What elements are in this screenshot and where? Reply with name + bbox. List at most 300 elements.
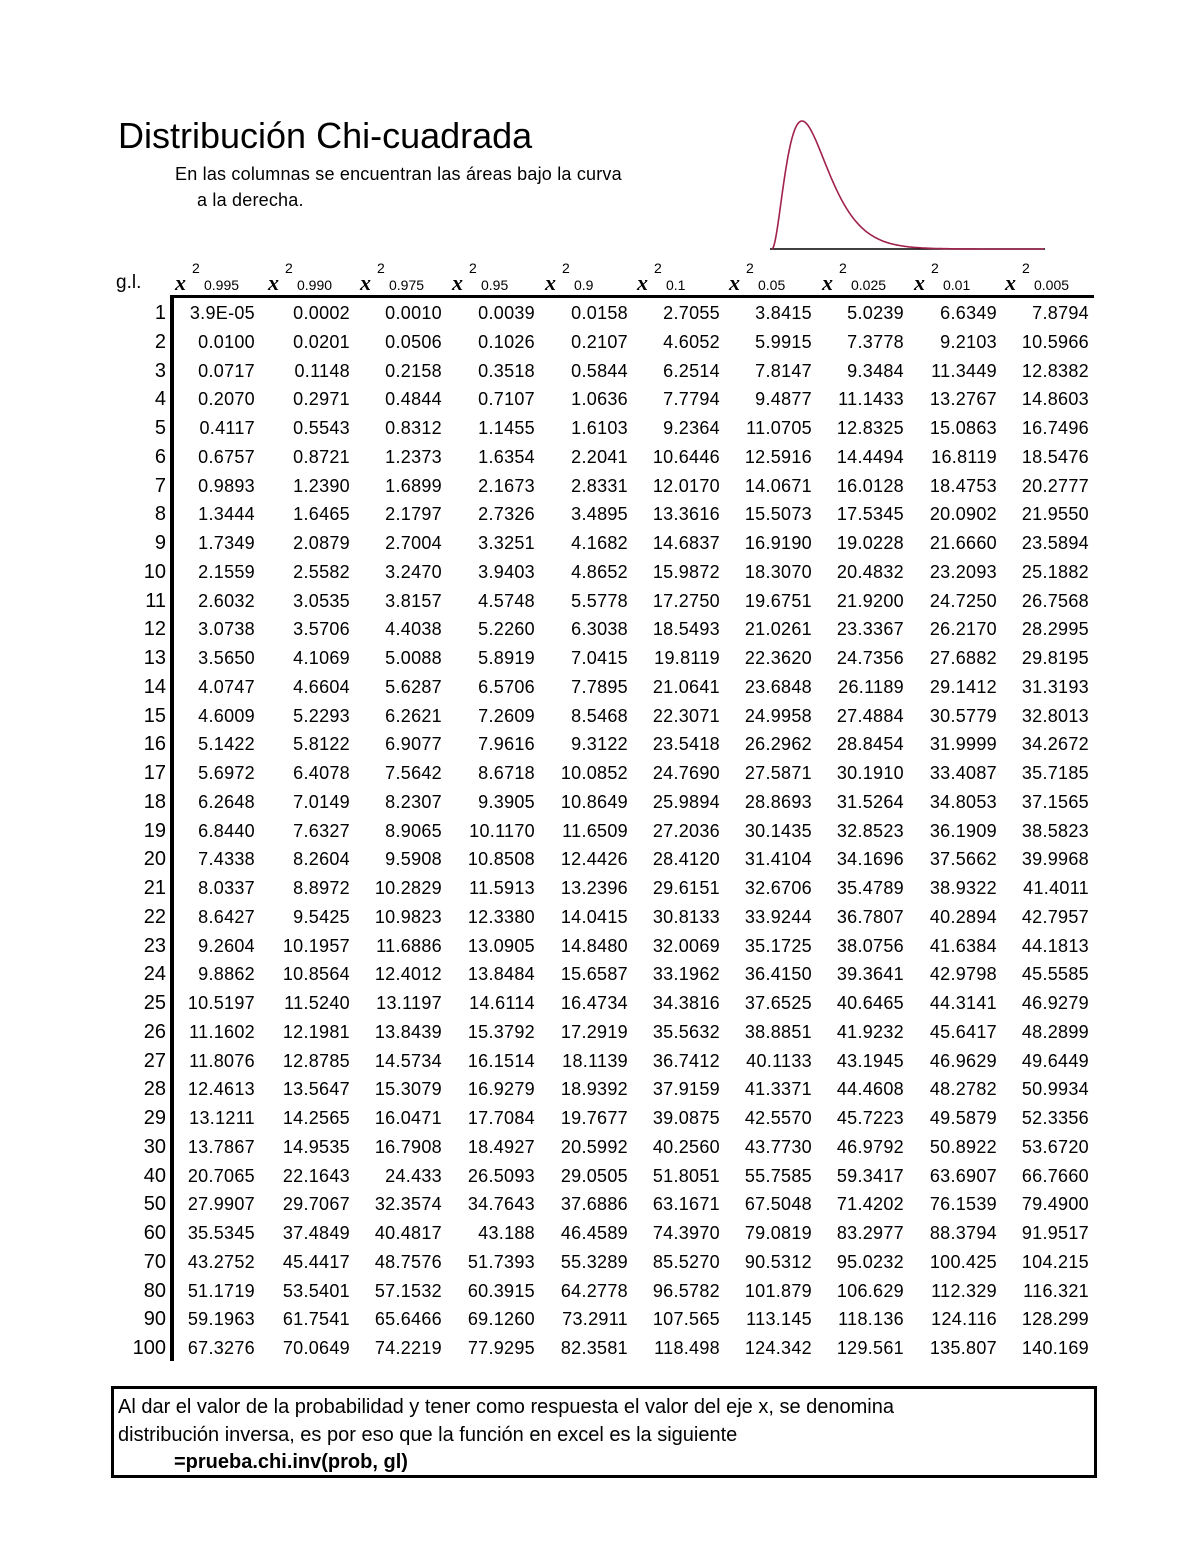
column-alpha-label: 0.9 — [574, 277, 594, 293]
table-cell: 9.3905 — [478, 791, 535, 812]
table-cell: 24.7250 — [929, 590, 997, 611]
table-cell: 28.4120 — [652, 849, 720, 870]
table-cell: 1.1455 — [478, 418, 535, 438]
table-cell: 77.9295 — [467, 1338, 535, 1358]
table-cell: 20.2777 — [1021, 475, 1089, 496]
table-cell: 26.2962 — [744, 734, 812, 755]
row-label-gl: 24 — [143, 963, 166, 986]
table-cell: 79.4900 — [1021, 1194, 1089, 1215]
table-cell: 35.7185 — [1021, 763, 1089, 783]
table-cell: 14.0671 — [744, 475, 812, 496]
table-cell: 55.3289 — [560, 1251, 628, 1272]
table-cell: 10.8649 — [560, 791, 628, 812]
column-alpha-label: 0.025 — [851, 277, 887, 293]
chi-square-curve-illustration — [760, 112, 1055, 257]
table-cell: 5.8919 — [478, 648, 535, 668]
table-cell: 29.7067 — [282, 1194, 350, 1215]
table-cell: 49.6449 — [1021, 1050, 1089, 1071]
table-cell: 10.2829 — [374, 878, 442, 898]
table-cell: 37.1565 — [1021, 791, 1089, 812]
table-cell: 16.0128 — [836, 475, 904, 496]
table-cell: 21.9200 — [836, 590, 904, 611]
row-label-gl: 29 — [143, 1107, 166, 1129]
table-cell: 76.1539 — [929, 1194, 997, 1215]
table-cell: 39.9968 — [1021, 849, 1089, 870]
table-cell: 116.321 — [1023, 1280, 1089, 1301]
table-cell: 15.9872 — [652, 561, 720, 582]
table-cell: 55.7585 — [744, 1165, 812, 1186]
table-cell: 13.2396 — [560, 878, 628, 898]
table-cell: 28.8693 — [744, 791, 812, 812]
table-cell: 7.2609 — [478, 705, 535, 726]
table-cell: 0.8721 — [293, 446, 350, 467]
table-cell: 22.1643 — [282, 1165, 350, 1186]
table-cell: 91.9517 — [1021, 1223, 1089, 1243]
table-cell: 7.4338 — [198, 849, 255, 870]
chi-superscript: 2 — [285, 260, 293, 276]
table-cell: 41.3371 — [744, 1079, 812, 1100]
chi-symbol: x — [729, 270, 740, 295]
table-cell: 4.6052 — [663, 331, 720, 352]
row-label-gl: 27 — [143, 1049, 166, 1072]
table-cell: 46.9629 — [929, 1050, 997, 1071]
row-label-gl: 70 — [143, 1250, 166, 1273]
row-label-gl: 22 — [143, 905, 166, 928]
table-cell: 0.2158 — [385, 360, 442, 381]
column-alpha-label: 0.95 — [481, 277, 509, 293]
row-label-gl: 19 — [143, 819, 166, 842]
table-cell: 14.2565 — [282, 1108, 350, 1128]
table-cell: 33.4087 — [929, 763, 997, 783]
table-cell: 40.4817 — [374, 1223, 442, 1243]
table-cell: 21.9550 — [1021, 504, 1089, 525]
table-cell: 6.8440 — [198, 820, 255, 841]
chi-superscript: 2 — [1022, 260, 1030, 276]
table-cell: 50.9934 — [1021, 1079, 1089, 1100]
table-cell: 30.1435 — [744, 820, 812, 841]
table-cell: 1.2373 — [385, 446, 442, 467]
table-cell: 15.3079 — [374, 1079, 442, 1100]
table-cell: 46.9279 — [1021, 993, 1089, 1013]
table-cell: 42.7957 — [1021, 906, 1089, 927]
chi-symbol: x — [545, 270, 556, 295]
table-cell: 17.7084 — [467, 1108, 535, 1128]
table-cell: 79.0819 — [744, 1223, 812, 1243]
table-cell: 27.5871 — [744, 763, 812, 783]
table-cell: 34.2672 — [1021, 734, 1089, 755]
chi-superscript: 2 — [192, 260, 200, 276]
table-cell: 74.2219 — [374, 1338, 442, 1358]
table-cell: 17.5345 — [836, 504, 904, 525]
table-cell: 11.0705 — [746, 418, 812, 438]
row-label-gl: 12 — [143, 618, 166, 641]
row-label-gl: 21 — [143, 877, 166, 899]
table-cell: 113.145 — [746, 1309, 812, 1330]
table-cell: 11.3449 — [931, 360, 997, 381]
table-cell: 9.8862 — [198, 964, 255, 985]
column-alpha-label: 0.995 — [204, 277, 240, 293]
chi-superscript: 2 — [839, 260, 847, 276]
table-cell: 38.0756 — [836, 935, 904, 956]
table-cell: 15.6587 — [560, 964, 628, 985]
table-cell: 6.6349 — [940, 303, 997, 323]
table-cell: 24.9958 — [744, 705, 812, 726]
table-cell: 51.1719 — [187, 1280, 255, 1301]
row-label-gl: 23 — [143, 934, 166, 957]
table-cell: 8.6718 — [478, 763, 535, 783]
chi-superscript: 2 — [469, 260, 477, 276]
table-cell: 67.3276 — [187, 1338, 255, 1358]
row-label-gl: 11 — [145, 589, 166, 612]
table-cell: 140.169 — [1021, 1338, 1089, 1358]
table-cell: 5.2260 — [478, 619, 535, 640]
table-cell: 61.7541 — [282, 1309, 350, 1330]
table-cell: 124.342 — [744, 1338, 812, 1358]
table-cell: 20.4832 — [836, 561, 904, 582]
table-cell: 26.7568 — [1021, 590, 1089, 611]
table-cell: 16.0471 — [374, 1108, 442, 1128]
table-cell: 2.6032 — [198, 590, 255, 611]
table-cell: 51.8051 — [652, 1165, 720, 1186]
table-cell: 41.6384 — [929, 935, 997, 956]
table-cell: 19.7677 — [560, 1108, 628, 1128]
table-cell: 42.5570 — [744, 1108, 812, 1128]
table-cell: 18.9392 — [560, 1079, 628, 1100]
table-cell: 3.9403 — [478, 561, 535, 582]
table-cell: 24.7356 — [836, 648, 904, 668]
row-label-gl: 14 — [143, 675, 166, 698]
table-cell: 5.8122 — [293, 734, 350, 755]
row-label-gl: 9 — [154, 532, 166, 554]
table-cell: 39.0875 — [652, 1108, 720, 1128]
table-cell: 11.8076 — [189, 1050, 255, 1071]
table-cell: 53.6720 — [1021, 1136, 1089, 1157]
table-cell: 5.1422 — [198, 734, 255, 755]
chi-superscript: 2 — [654, 260, 662, 276]
table-cell: 1.6465 — [293, 504, 350, 525]
table-cell: 13.1197 — [376, 993, 442, 1013]
table-cell: 38.5823 — [1021, 820, 1089, 841]
row-label-gl: 5 — [154, 417, 166, 439]
table-cell: 2.7004 — [385, 533, 442, 553]
row-label-gl: 10 — [143, 560, 166, 583]
table-cell: 12.8785 — [282, 1050, 350, 1071]
table-cell: 28.8454 — [836, 734, 904, 755]
table-cell: 18.1139 — [562, 1050, 628, 1071]
table-cell: 0.3518 — [478, 360, 535, 381]
table-cell: 53.5401 — [282, 1280, 350, 1301]
table-cell: 16.7496 — [1021, 418, 1089, 438]
table-cell: 73.2911 — [562, 1309, 628, 1330]
table-cell: 52.3356 — [1021, 1108, 1089, 1128]
table-cell: 35.5632 — [652, 1021, 720, 1042]
table-cell: 3.5650 — [198, 648, 255, 668]
table-cell: 5.9915 — [755, 331, 812, 352]
table-cell: 34.7643 — [467, 1194, 535, 1215]
table-cell: 44.3141 — [929, 993, 997, 1013]
table-cell: 48.7576 — [374, 1251, 442, 1272]
table-cell: 8.2604 — [293, 849, 350, 870]
table-cell: 34.8053 — [929, 791, 997, 812]
table-cell: 66.7660 — [1021, 1165, 1089, 1186]
table-cell: 26.2170 — [929, 619, 997, 640]
table-cell: 32.6706 — [744, 878, 812, 898]
row-label-gl: 1 — [154, 302, 166, 324]
row-label-gl: 18 — [143, 790, 166, 813]
table-cell: 27.4884 — [836, 705, 904, 726]
table-cell: 16.7908 — [374, 1136, 442, 1157]
table-cell: 51.7393 — [467, 1251, 535, 1272]
row-label-gl: 17 — [143, 762, 166, 784]
table-cell: 16.9279 — [467, 1079, 535, 1100]
table-cell: 50.8922 — [929, 1136, 997, 1157]
table-cell: 9.4877 — [755, 389, 812, 410]
table-cell: 9.2364 — [663, 418, 720, 438]
row-label-gl: 4 — [154, 388, 166, 411]
table-cell: 12.5916 — [744, 446, 812, 467]
table-cell: 9.3484 — [847, 360, 904, 381]
table-cell: 26.5093 — [467, 1165, 535, 1186]
table-cell: 16.1514 — [467, 1050, 535, 1071]
table-cell: 27.2036 — [652, 820, 720, 841]
table-cell: 37.5662 — [929, 849, 997, 870]
table-cell: 63.1671 — [652, 1194, 720, 1215]
table-cell: 4.8652 — [571, 561, 628, 582]
table-cell: 7.9616 — [478, 734, 535, 755]
table-cell: 24.433 — [385, 1165, 442, 1186]
table-cell: 0.8312 — [385, 418, 442, 438]
table-cell: 4.1069 — [293, 648, 350, 668]
table-cell: 59.3417 — [836, 1165, 904, 1186]
table-cell: 21.0641 — [652, 676, 720, 697]
table-cell: 44.1813 — [1021, 935, 1089, 956]
table-cell: 33.1962 — [652, 964, 720, 985]
column-alpha-label: 0.05 — [758, 277, 786, 293]
table-cell: 45.6417 — [929, 1021, 997, 1042]
table-cell: 45.4417 — [282, 1251, 350, 1272]
table-cell: 2.1559 — [198, 561, 255, 582]
table-cell: 23.6848 — [744, 676, 812, 697]
table-cell: 22.3620 — [744, 648, 812, 668]
chi-symbol: x — [822, 270, 833, 295]
table-cell: 35.4789 — [836, 878, 904, 898]
table-cell: 14.8480 — [560, 935, 628, 956]
table-cell: 37.4849 — [282, 1223, 350, 1243]
table-cell: 19.0228 — [836, 533, 904, 553]
table-cell: 7.0149 — [293, 791, 350, 812]
note-line-1: Al dar el valor de la probabilidad y tener como respuesta el valor del eje x, se denomina — [118, 1396, 894, 1418]
table-cell: 10.8508 — [467, 849, 535, 870]
table-cell: 0.1026 — [478, 331, 535, 352]
table-cell: 38.8851 — [744, 1021, 812, 1042]
table-cell: 2.1673 — [478, 475, 535, 496]
table-cell: 0.5543 — [293, 418, 350, 438]
chi-symbol: x — [637, 270, 648, 295]
chi-symbol: x — [914, 270, 925, 295]
table-cell: 9.5908 — [385, 849, 442, 870]
table-cell: 29.6151 — [652, 878, 720, 898]
subtitle-line-2: a la derecha. — [197, 190, 304, 210]
table-cell: 12.8325 — [836, 418, 904, 438]
table-cell: 124.116 — [931, 1309, 997, 1330]
table-cell: 5.2293 — [293, 705, 350, 726]
table-cell: 25.9894 — [652, 791, 720, 812]
table-cell: 18.4927 — [467, 1136, 535, 1157]
table-cell: 4.6604 — [293, 676, 350, 697]
chi-symbol: x — [268, 270, 279, 295]
table-cell: 15.5073 — [744, 504, 812, 525]
table-cell: 118.136 — [838, 1309, 904, 1330]
table-cell: 128.299 — [1021, 1309, 1089, 1330]
table-cell: 3.8415 — [755, 303, 812, 323]
table-cell: 3.0535 — [293, 590, 350, 611]
table-cell: 30.1910 — [836, 763, 904, 783]
table-cell: 7.7794 — [663, 389, 720, 410]
table-cell: 23.5894 — [1021, 533, 1089, 553]
table-cell: 32.0069 — [652, 935, 720, 956]
table-cell: 1.2390 — [293, 475, 350, 496]
table-cell: 35.1725 — [744, 935, 812, 956]
table-cell: 13.5647 — [282, 1079, 350, 1100]
table-cell: 10.0852 — [560, 763, 628, 783]
table-cell: 9.3122 — [571, 734, 628, 755]
column-alpha-label: 0.1 — [666, 277, 686, 293]
row-label-gl: 60 — [143, 1222, 166, 1244]
table-cell: 5.5778 — [571, 590, 628, 611]
excel-formula: =prueba.chi.inv(prob, gl) — [174, 1451, 408, 1473]
table-cell: 6.9077 — [385, 734, 442, 755]
table-cell: 0.0039 — [478, 303, 535, 323]
subtitle-line-1: En las columnas se encuentran las áreas bajo la curva — [175, 164, 622, 184]
table-cell: 0.0010 — [385, 303, 442, 323]
table-cell: 8.0337 — [198, 878, 255, 898]
inverse-distribution-note — [111, 1386, 1097, 1478]
table-cell: 30.5779 — [929, 705, 997, 726]
table-cell: 0.0100 — [198, 331, 255, 352]
table-cell: 36.7412 — [652, 1050, 720, 1071]
table-cell: 34.3816 — [652, 993, 720, 1013]
table-cell: 64.2778 — [560, 1280, 628, 1301]
table-cell: 1.6354 — [478, 446, 535, 467]
row-label-gl: 80 — [143, 1279, 166, 1302]
table-cell: 7.3778 — [847, 331, 904, 352]
chi-symbol: x — [360, 270, 371, 295]
table-cell: 0.2070 — [198, 389, 255, 410]
table-cell: 15.3792 — [467, 1021, 535, 1042]
table-cell: 17.2919 — [560, 1021, 628, 1042]
table-cell: 12.4426 — [560, 849, 628, 870]
table-cell: 11.1433 — [838, 389, 904, 410]
table-cell: 70.0649 — [282, 1338, 350, 1358]
row-label-gl: 2 — [154, 330, 166, 353]
table-cell: 63.6907 — [929, 1165, 997, 1186]
table-cell: 18.4753 — [929, 475, 997, 496]
table-cell: 10.1957 — [282, 935, 350, 956]
table-cell: 19.6751 — [744, 590, 812, 611]
table-cell: 14.5734 — [374, 1050, 442, 1071]
table-cell: 118.498 — [654, 1338, 720, 1358]
table-cell: 45.7223 — [836, 1108, 904, 1128]
table-cell: 13.8484 — [467, 964, 535, 985]
table-cell: 69.1260 — [467, 1309, 535, 1330]
table-cell: 16.9190 — [744, 533, 812, 553]
table-cell: 14.0415 — [560, 906, 628, 927]
table-cell: 8.8972 — [293, 878, 350, 898]
table-cell: 23.3367 — [836, 619, 904, 640]
table-cell: 40.1133 — [746, 1050, 812, 1071]
table-cell: 2.2041 — [571, 446, 628, 467]
table-cell: 104.215 — [1021, 1251, 1089, 1272]
page-title: Distribución Chi-cuadrada — [118, 115, 533, 156]
table-cell: 5.0088 — [385, 648, 442, 668]
chi-symbol: x — [452, 270, 463, 295]
row-label-gl: 16 — [143, 733, 166, 756]
table-cell: 14.6837 — [652, 533, 720, 553]
table-cell: 7.0415 — [571, 648, 628, 668]
table-cell: 9.2604 — [198, 935, 255, 956]
table-cell: 29.0505 — [560, 1165, 628, 1186]
table-cell: 33.9244 — [744, 906, 812, 927]
table-cell: 1.0636 — [571, 389, 628, 410]
table-cell: 5.0239 — [847, 303, 904, 323]
table-cell: 12.4613 — [187, 1079, 255, 1100]
table-cell: 106.629 — [836, 1280, 904, 1301]
table-cell: 4.1682 — [571, 533, 628, 553]
table-cell: 37.6525 — [744, 993, 812, 1013]
table-cell: 12.8382 — [1021, 360, 1089, 381]
table-cell: 31.5264 — [836, 791, 904, 812]
column-alpha-label: 0.990 — [297, 277, 333, 293]
table-cell: 7.5642 — [385, 763, 442, 783]
table-cell: 32.8013 — [1021, 705, 1089, 726]
table-cell: 31.9999 — [929, 734, 997, 755]
table-cell: 1.6103 — [571, 418, 628, 438]
table-cell: 0.0717 — [198, 360, 255, 381]
table-cell: 14.6114 — [469, 993, 535, 1013]
table-cell: 34.1696 — [836, 849, 904, 870]
table-cell: 11.1602 — [189, 1021, 255, 1042]
table-cell: 14.9535 — [282, 1136, 350, 1157]
table-cell: 6.3038 — [571, 619, 628, 640]
table-cell: 13.7867 — [187, 1136, 255, 1157]
table-cell: 1.3444 — [198, 504, 255, 525]
table-cell: 0.5844 — [571, 360, 628, 381]
table-cell: 0.6757 — [198, 446, 255, 467]
table-cell: 0.0201 — [293, 331, 350, 352]
table-cell: 32.8523 — [836, 820, 904, 841]
row-label-gl: 30 — [143, 1135, 166, 1158]
table-cell: 28.2995 — [1021, 619, 1089, 640]
table-cell: 29.1412 — [929, 676, 997, 697]
chi-superscript: 2 — [562, 260, 570, 276]
table-cell: 41.9232 — [836, 1021, 904, 1042]
table-cell: 85.5270 — [652, 1251, 720, 1272]
table-cell: 9.2103 — [940, 331, 997, 352]
table-cell: 37.9159 — [652, 1079, 720, 1100]
table-cell: 16.8119 — [931, 446, 997, 467]
table-cell: 37.6886 — [560, 1194, 628, 1215]
density-curve — [772, 121, 1044, 249]
table-cell: 135.807 — [929, 1338, 997, 1358]
table-cell: 11.5913 — [469, 878, 535, 898]
table-cell: 2.5582 — [293, 561, 350, 582]
table-cell: 11.6509 — [562, 820, 628, 841]
table-cell: 7.8147 — [755, 360, 812, 381]
table-cell: 4.0747 — [198, 676, 255, 697]
table-cell: 35.5345 — [187, 1223, 255, 1243]
table-cell: 41.4011 — [1023, 878, 1089, 898]
table-cell: 0.2971 — [293, 389, 350, 410]
